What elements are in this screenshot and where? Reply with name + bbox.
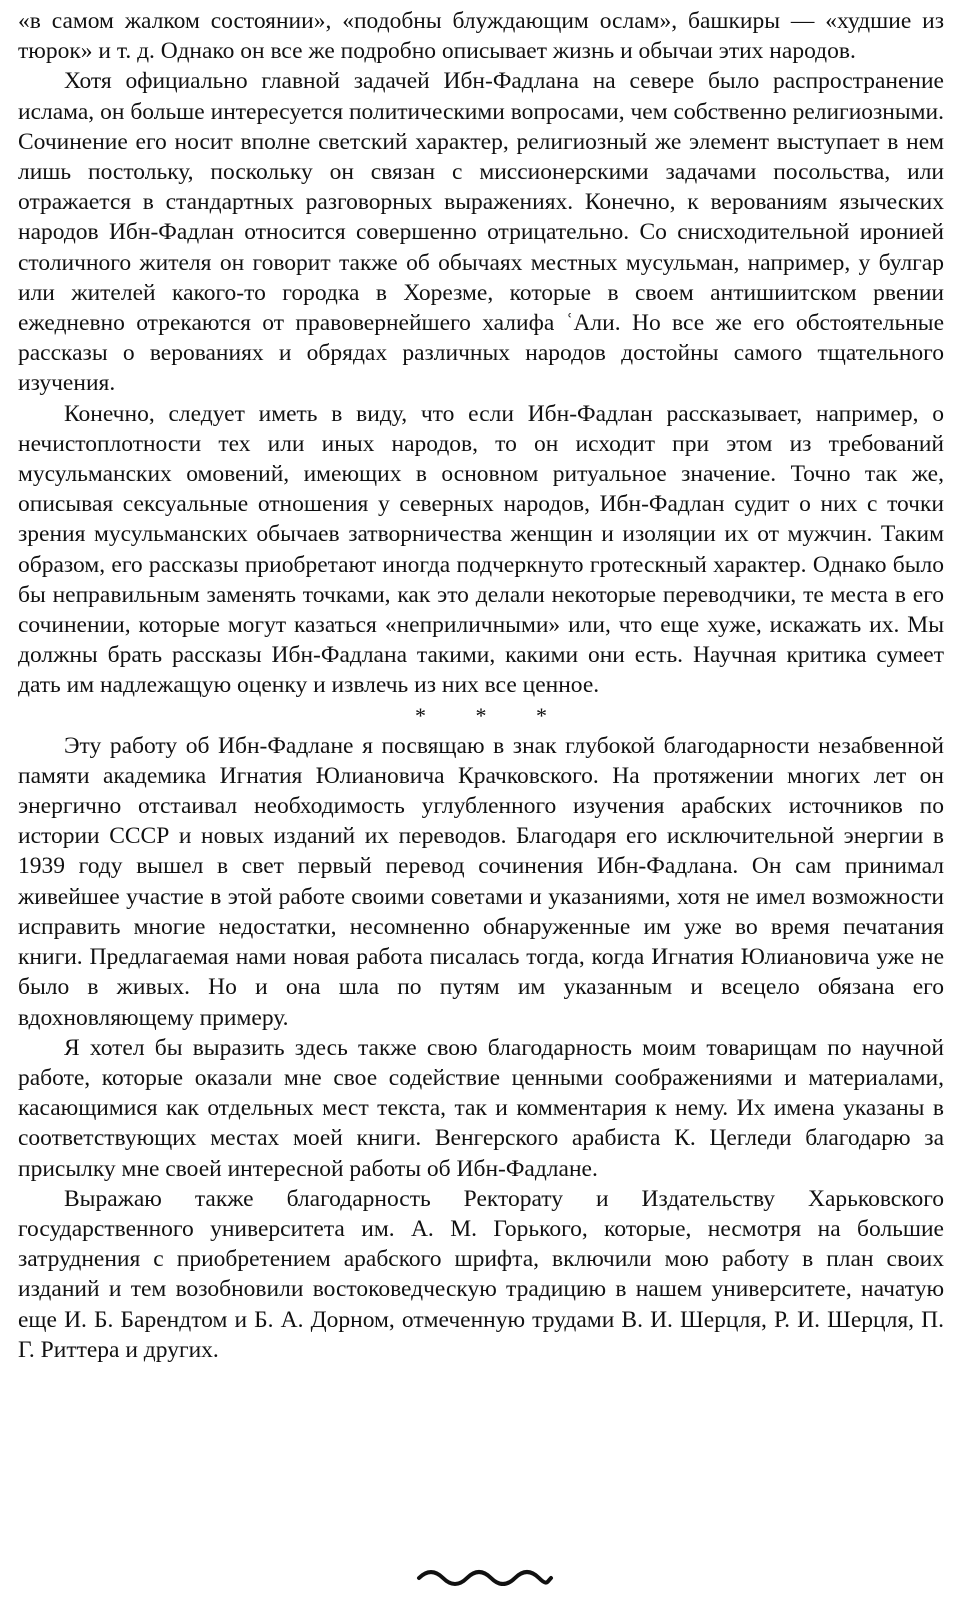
paragraph-dedication: Эту работу об Ибн-Фадлане я посвящаю в знак глубокой благодарности незабвенной памяти академика Игнатия Юлиановича Крачковского. На протяжении многих лет он энергично отстаивал необходимость углубленного изучения арабских источников по истории СССР и новых изданий их переводов. Благодаря его исключительной энергии в 1939 году вышел в свет первый перевод сочинения Ибн-Фадлана. Он сам принимал живейшее участие в этой работе своими советами и указаниями, хотя не имел возможности исправить многие недостатки, несомненно обнаруженные им уже во время печатания книги. Предлагаемая нами новая работа писалась тогда, когда Игнатия Юлиановича уже не было в живых. Но и она шла по путям им указанным и всецело обязана его вдохновляющему примеру. (18, 732, 944, 1031)
document-page (18, 6, 944, 1365)
paragraph-thanks-university: Выражаю также благодарность Ректорату и Издательству Харьковского государственного университета им. А. М. Горького, которые, несмотря на большие затруднения с приобретением арабского шрифта, включили мою работу в план своих изданий и тем возобновили востоковедческую традицию в нашем университете, начатую еще И. Б. Барендтом и Б. А. Дорном, отмеченную трудами В. И. Шерцля, Р. И. Шерцля, П. Г. Риттера и других. (18, 1185, 944, 1363)
tail-ornament (415, 1566, 555, 1586)
paragraph-intro-continuation: «в самом жалком состоянии», «подобны блуждающим ослам», башкиры — «худшие из тюрок» и т. д. Однако он все же подробно описывает жизнь и обычаи этих народов. (18, 8, 944, 65)
section-separator: * * * (415, 702, 569, 728)
paragraph-thanks-colleagues: Я хотел бы выразить здесь также свою благодарность моим товарищам по научной работе, которые оказали мне свое содействие ценными соображениями и материалами, касающимися как отдельных мест текста, так и комментария к нему. Их имена указаны в соответствующих местах моей книги. Венгерского арабиста К. Цегледи благодарю за присылку мне своей интересной работы об Ибн-Фадлане. (18, 1034, 944, 1182)
paragraph-islam: Хотя официально главной задачей Ибн-Фадлана на севере было распространение ислама, он больше интересуется политическими вопросами, чем собственно религиозными. Сочинение его носит вполне светский характер, религиозный же элемент выступает в нем лишь постольку, поскольку он связан с миссионерскими задачами посольства, или отражается в стандартных разговорных выражениях. Конечно, к верованиям языческих народов Ибн-Фадлан относится совершенно отрицательно. Со снисходительной иронией столичного жителя он говорит также об обычаях местных мусульман, например, у булгар или жителей какого-то городка в Хорезме, которые в своем антишиитском рвении ежедневно отрекаются от правовернейшего халифа ʿАли. Но все же его обстоятельные рассказы о верованиях и обрядах различных народов достойны самого тщательного изучения. (18, 68, 944, 397)
paragraph-customs: Конечно, следует иметь в виду, что если Ибн-Фадлан рассказывает, например, о нечистоплотности тех или иных народов, то он исходит при этом из требований мусульманских омовений, имеющих в основном ритуальное значение. Точно так же, описывая сексуальные отношения у северных народов, Ибн-Фадлан судит о них с точки зрения мусульманских обычаев затворничества женщин и изоляции их от мужчин. Таким образом, его рассказы приобретают иногда подчеркнуто гротескный характер. Однако было бы неправильным заменять точками, как это делали некоторые переводчики, те места в его сочинении, которые могут казаться «неприличными» или, что еще хуже, искажать их. Мы должны брать рассказы Ибн-Фадлана такими, какими они есть. Научная критика сумеет дать им надлежащую оценку и извлечь из них все ценное. (18, 400, 944, 699)
